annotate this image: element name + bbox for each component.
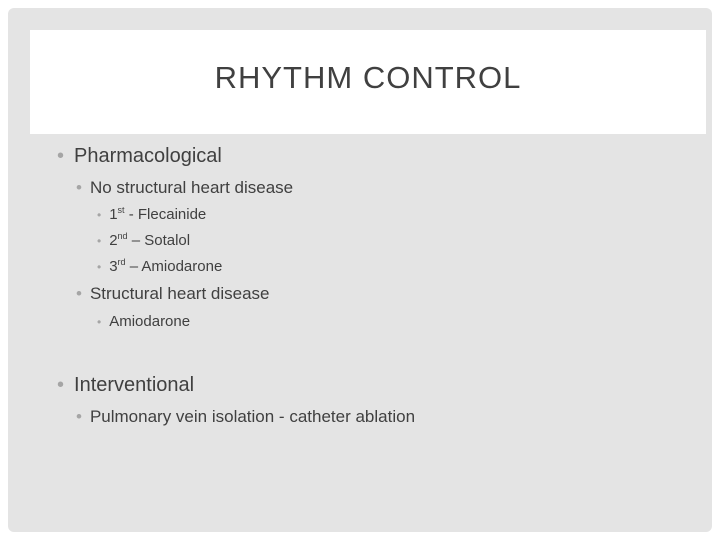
bullet-marker: • [57,145,65,167]
ordinal-suffix: st [117,205,125,215]
line-number: 1 [109,206,118,223]
bullet-interventional [57,374,194,397]
bullet-marker: • [76,407,82,426]
bullet-text: Interventional [74,374,195,396]
bullet-pharmacological [57,145,222,168]
bullet-text: Amiodarone [109,313,191,330]
bullet-text: – Amiodarone [125,258,223,275]
line-number: 2 [109,232,118,249]
bullet-sotalol [97,232,190,249]
line-number: 3 [109,258,118,275]
ordinal-suffix: rd [117,257,126,267]
bullet-text: Pulmonary vein isolation - catheter ablation [89,407,416,426]
bullet-marker: • [97,315,102,329]
bullet-text: Structural heart disease [89,284,270,303]
bullet-text: Pharmacological [74,145,222,167]
bullet-text: No structural heart disease [89,178,294,197]
ordinal-suffix: nd [117,231,128,241]
bullet-marker: • [97,208,102,222]
bullet-flecainide [97,206,206,223]
slide-title: RHYTHM CONTROL [214,60,522,95]
bullet-text: – Sotalol [127,232,191,249]
bullet-pulmonary-vein-isolation [76,407,415,427]
bullet-marker: • [57,374,65,396]
bullet-amiodarone-second [97,313,190,330]
bullet-structural-heart-disease [76,284,270,304]
bullet-marker: • [97,260,102,274]
bullet-text: - Flecainide [124,206,207,223]
bullet-marker: • [97,234,102,248]
bullet-marker: • [76,284,82,303]
bullet-no-structural-heart-disease [76,178,293,198]
title-box [30,30,706,134]
bullet-marker: • [76,178,82,197]
bullet-amiodarone-first [97,258,222,275]
